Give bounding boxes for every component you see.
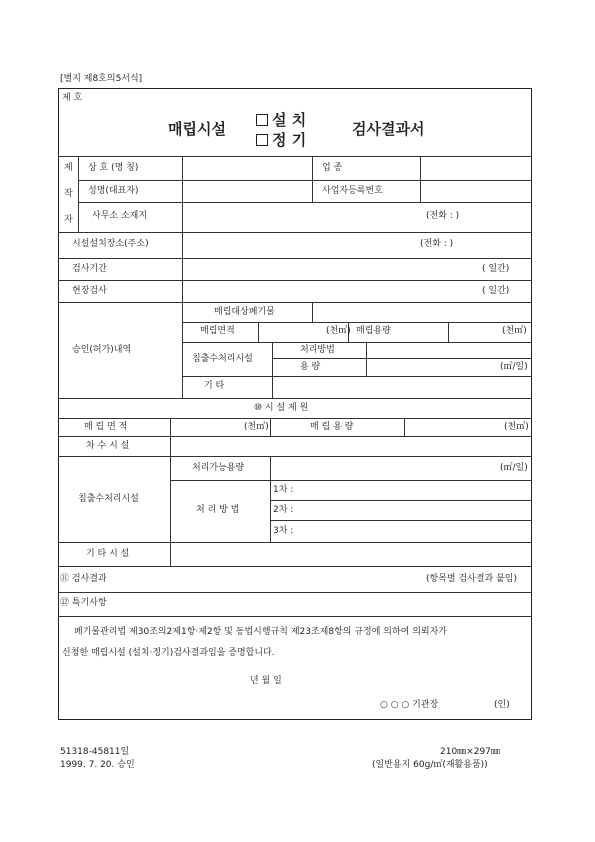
representative-label: 성명(대표자) [88,186,139,196]
office-address-label: 사무소 소재지 [92,211,148,221]
certification-line-2: 신청한 매립시설 (설치·정기)검사결과임을 증명합니다. [62,648,275,658]
rule [78,202,532,203]
option-regular [256,131,306,149]
paper-size: 210㎜×297㎜ [440,747,500,757]
facility-spec-heading: ⑩ 시 설 제 원 [254,403,309,413]
rule [58,398,532,399]
rule [420,156,421,202]
approval-label: 승인(허가)내역 [72,345,132,355]
rule [78,180,532,181]
rule [58,436,532,437]
rule [272,342,273,398]
business-reg-no-label: 사업자등록번호 [322,186,383,196]
rule [312,302,313,322]
rule [270,500,532,501]
rule [404,418,405,436]
rule [182,376,532,377]
inspection-result-label: ⑪ 검사결과 [60,574,107,584]
cover-facility-label: 차 수 시 설 [86,441,130,451]
rule [272,358,532,359]
rule [258,322,259,342]
title-right: 검사결과서 [352,120,425,138]
rule [182,322,532,323]
treatable-capacity-unit: (㎥/일) [500,463,528,473]
rule [182,342,532,343]
inspection-days: ( 일간) [482,264,510,274]
rule [448,322,449,342]
remarks-label: ⑫ 특기사항 [60,598,107,608]
applicant-side-label-2: 작 [64,189,73,199]
other-facility-label: 기 타 시 설 [86,549,130,559]
site-inspection-label: 현장검사 [72,286,107,296]
title-left: 매립시설 [168,120,226,138]
rule [182,156,183,398]
rule [58,616,532,617]
site-location-label: 시설설치장소(주소) [72,239,149,249]
rule [58,280,532,281]
treatment-volume-label: 용 량 [300,362,321,372]
spec-method-label: 처 리 방 법 [196,505,240,515]
paper-type: (일반용지 60g/㎡(재활용품)) [372,760,488,770]
rule [270,520,532,521]
spec-capacity-label: 매 립 용 량 [310,422,354,432]
rule [366,342,367,376]
approval-other-label: 기 타 [204,381,225,391]
approval-date: 1999. 7. 20. 승인 [60,760,135,770]
inspection-period-label: 검사기간 [72,264,107,274]
landfill-waste-label: 매립대상폐기물 [214,307,275,317]
option-install [256,111,306,129]
document-number-label: 제 호 [62,93,83,103]
site-phone-placeholder: (전화 : ) [420,239,454,249]
rule [170,480,532,481]
landfill-area-label: 매립면적 [200,326,235,336]
office-phone-placeholder: (전화 : ) [426,211,460,221]
landfill-area-unit: (천㎡) [326,326,351,336]
form-code: 51318-45811일 [60,747,130,757]
form-reference: [별지 제8호의5서식] [60,74,143,84]
site-inspection-days: ( 일간) [482,286,510,296]
rule [170,418,171,566]
rule [270,456,271,542]
rule [58,456,532,457]
landfill-capacity-label: 매립용량 [356,326,391,336]
spec-leachate-label: 침출수처리시설 [78,494,139,504]
spec-capacity-unit: (천㎥) [504,422,529,432]
method-step-2: 2차 : [273,505,294,515]
method-step-1: 1차 : [273,485,294,495]
spec-area-unit: (천㎡) [244,422,269,432]
rule [58,258,532,259]
rule [58,542,532,543]
company-name-label: 상 호 (명 칭) [88,163,139,173]
applicant-side-label-1: 제 [64,163,73,173]
leachate-facility-label: 침출수처리시설 [192,354,253,364]
spec-area-label: 매 립 면 적 [84,422,128,432]
issue-date: 년 월 일 [250,676,282,686]
treatment-method-label: 처리방법 [300,345,335,355]
rule [58,156,532,157]
rule [58,232,532,233]
rule [58,418,532,419]
option-regular-label: 정 기 [272,131,307,149]
landfill-capacity-unit: (천㎥) [502,326,527,336]
method-step-3: 3차 : [273,526,294,536]
rule [312,156,313,202]
install-checkbox[interactable] [256,114,268,126]
issuing-authority: ○ ○ ○ 기관장 [380,700,439,710]
option-install-label: 설 치 [272,111,307,129]
treatment-volume-unit: (㎥/일) [500,362,528,372]
rule [58,592,532,593]
rule [270,418,271,436]
rule [78,156,79,232]
business-type-label: 업 종 [322,163,343,173]
applicant-side-label-3: 자 [64,215,73,225]
seal-mark: (인) [494,700,510,710]
rule [58,566,532,567]
certification-line-1: 폐기물관리법 제30조의2제1항·제2항 및 동법시행규칙 제23조제8항의 규정에 의하여 의뢰자가 [74,627,447,637]
treatable-capacity-label: 처리가능용량 [192,463,245,473]
inspection-result-note: (항목별 검사결과 붙임) [426,574,517,584]
regular-checkbox[interactable] [256,134,268,146]
rule [58,302,532,303]
